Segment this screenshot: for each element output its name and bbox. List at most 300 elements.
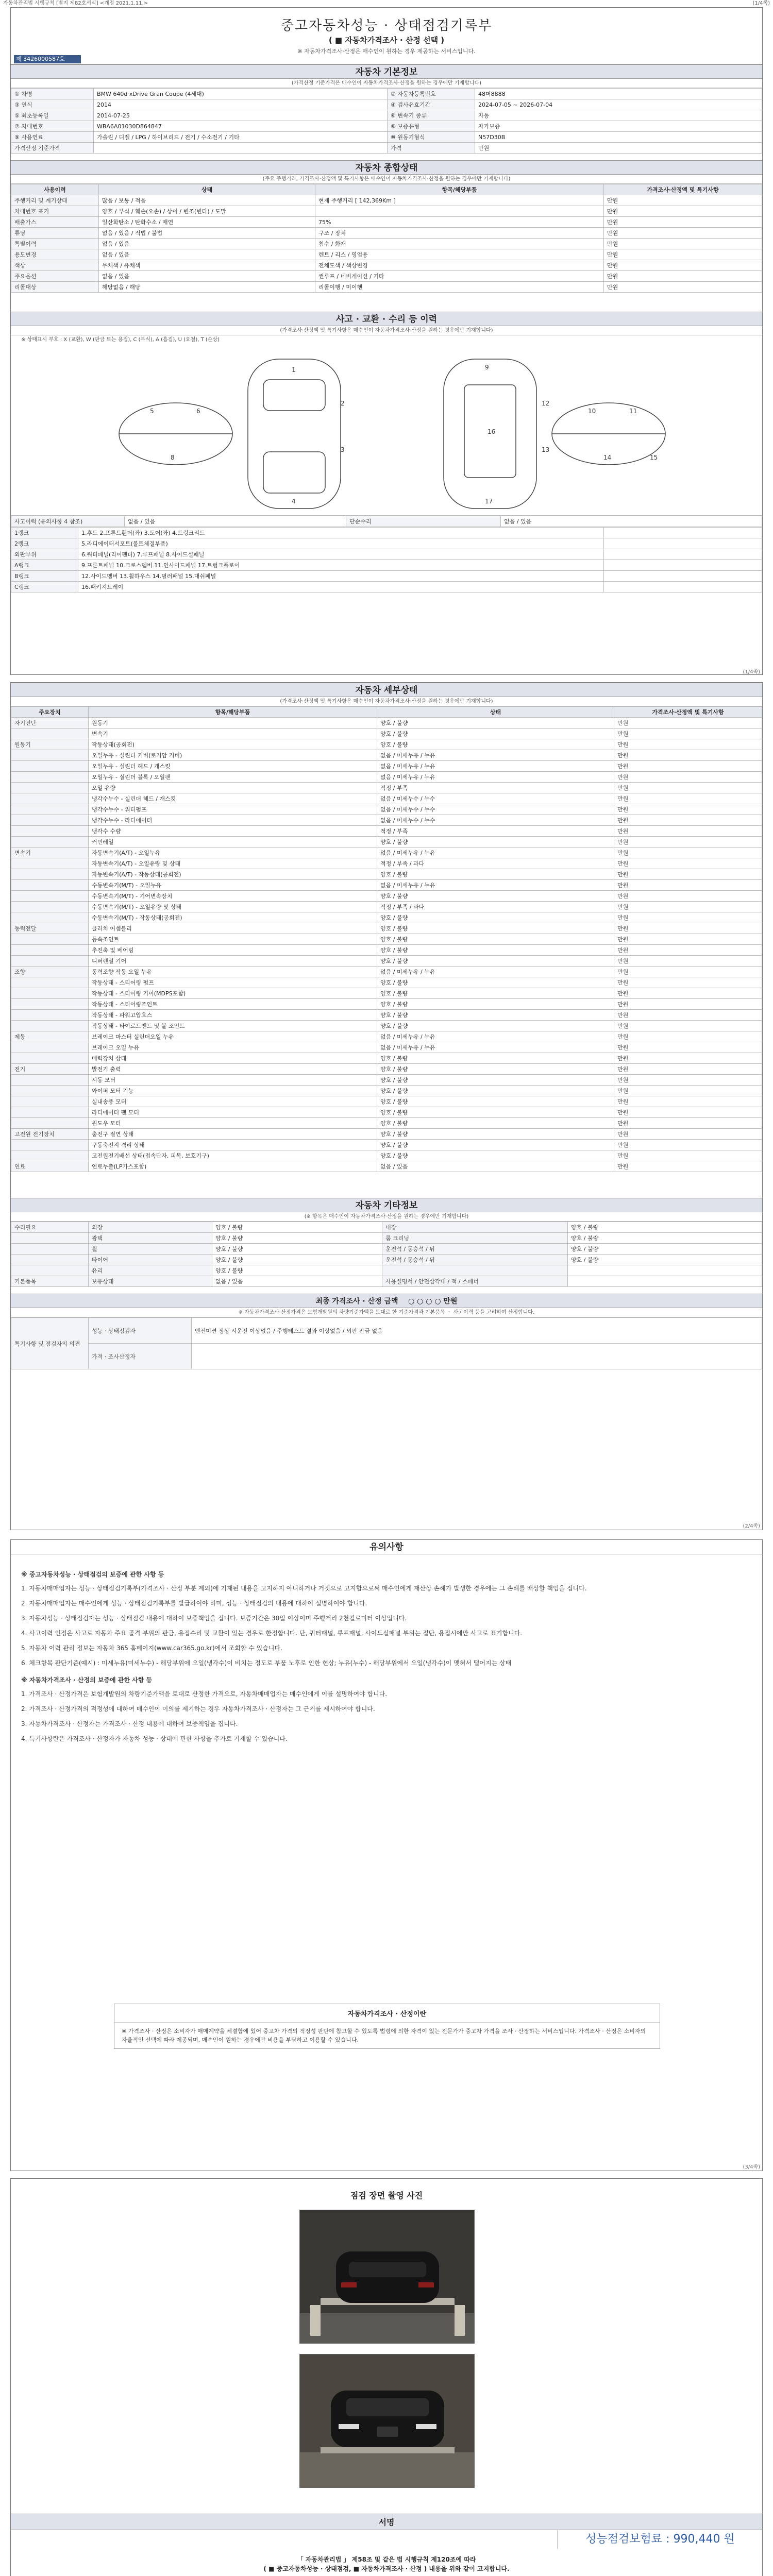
table-cell: 만원 (614, 923, 762, 934)
final-price-value: ○ ○ ○ ○ 만원 (408, 1297, 458, 1306)
detail-row (11, 880, 762, 891)
document-note: ※ 자동차가격조사·산정은 매수인이 원하는 경우 제공하는 서비스입니다. (297, 48, 476, 55)
table-cell: 리콜대상 (11, 282, 99, 293)
table-cell: 없음 / 미세누수 / 누수 (377, 804, 614, 815)
svg-text:9: 9 (485, 364, 489, 371)
table-cell (382, 1265, 568, 1276)
detail-row (11, 1053, 762, 1064)
table-cell (11, 1042, 89, 1053)
summary-table (11, 184, 762, 293)
table-cell: 만원 (604, 271, 762, 282)
notice-item: 2. 가격조사 · 산정가격의 적정성에 대하여 매수인이 이의를 제기하는 경우 자동차가격조사 · 산정자는 그 근거를 제시하여야 합니다. (21, 1705, 375, 1713)
table-cell (11, 891, 89, 902)
table-cell: 만원 (614, 837, 762, 848)
table-cell: 만원 (604, 260, 762, 271)
table-cell: 만원 (614, 728, 762, 739)
section-basic-note: (가격산정 기준가격은 매수인이 자동차가격조사·산정을 원하는 경우에만 기재합니다) (11, 79, 762, 88)
table-cell: 외장 (89, 1222, 212, 1233)
form-reference: 자동차관리법 시행규칙 [별지 제82호서식] <개정 2021.1.11.> (3, 1, 148, 6)
table-cell (11, 945, 89, 956)
appraisal-explain-box (114, 2004, 660, 2049)
table-cell: 양호 / 불량 (568, 1244, 762, 1255)
table-cell: 만원 (614, 891, 762, 902)
table-cell: 없음 / 미세누수 / 누수 (377, 793, 614, 804)
table-cell: 12.사이드멤버 13.휠하우스 14.필러패널 15.대쉬패널 (78, 571, 604, 582)
table-cell: 만원 (614, 1150, 762, 1161)
page-4 (10, 2178, 763, 2576)
detail-row (11, 1140, 762, 1150)
table-cell: 변속기 (11, 848, 89, 858)
table-cell: 만원 (614, 977, 762, 988)
table-cell: 없음 / 있음 (212, 1276, 382, 1287)
table-header-cell: 사용이력 (11, 184, 99, 195)
table-cell: 적정 / 부족 (377, 783, 614, 793)
table-cell: 적정 / 부족 (377, 826, 614, 837)
table-cell: 양호 / 불량 (377, 934, 614, 945)
detail-row (11, 804, 762, 815)
table-cell: 특별이력 (11, 239, 99, 249)
table-cell: 양호 / 불량 (377, 1053, 614, 1064)
table-cell: 작동상태 - 스티어링조인트 (89, 999, 377, 1010)
table-cell: 단순수리 (346, 516, 501, 527)
table-cell: 사용설명서 / 안전삼각대 / 잭 / 스패너 (382, 1276, 568, 1287)
table-cell: 만원 (614, 934, 762, 945)
svg-text:4: 4 (292, 498, 296, 505)
table-cell: 만원 (614, 1042, 762, 1053)
table-cell: ⑧ 보증유형 (388, 121, 475, 132)
accident-history-table (11, 516, 762, 527)
table-cell: 만원 (614, 869, 762, 880)
detail-row (11, 858, 762, 869)
other-info-row (11, 1233, 762, 1244)
detail-row (11, 793, 762, 804)
svg-text:5: 5 (150, 408, 154, 415)
table-cell: 수동변속기(M/T) - 기어변속장치 (89, 891, 377, 902)
detail-row (11, 934, 762, 945)
table-cell: 만원 (614, 999, 762, 1010)
detail-row (11, 1161, 762, 1172)
table-cell: 냉각수 수량 (89, 826, 377, 837)
table-cell: 양호 / 불량 (377, 1064, 614, 1075)
table-cell: 제동 (11, 1031, 89, 1042)
table-cell: 적정 / 부족 / 과다 (377, 902, 614, 912)
table-cell (11, 869, 89, 880)
table-cell: 커먼레일 (89, 837, 377, 848)
table-cell: 6.쿼터패널(리어펜더) 7.루프패널 8.사이드실패널 (78, 549, 604, 560)
table-cell: 가격산정 기준가격 (11, 143, 94, 154)
accident-part-row (11, 528, 762, 538)
table-cell: 양호 / 불량 (377, 977, 614, 988)
table-cell: 양호 / 불량 (377, 1086, 614, 1096)
other-info-row (11, 1265, 762, 1276)
table-cell: 만원 (614, 967, 762, 977)
table-cell: 16.패키지트레이 (78, 582, 604, 592)
detail-row (11, 1118, 762, 1129)
table-header-cell: 주요장치 (11, 707, 89, 718)
table-cell (604, 528, 762, 538)
insurance-fee: 성능점검보험료 : 990,440 원 (557, 2530, 763, 2549)
table-cell: 만원 (614, 912, 762, 923)
table-cell: 양호 / 불량 (212, 1222, 382, 1233)
notice-item: 1. 가격조사 · 산정가격은 보험개발원의 차량기준가액을 토대로 산정한 가격으로, 자동차매매업자는 매수인에게 이를 설명하여야 합니다. (21, 1690, 388, 1698)
svg-text:10: 10 (588, 408, 596, 415)
detail-row (11, 826, 762, 837)
basic-info-row (11, 121, 762, 132)
table-cell: 만원 (614, 826, 762, 837)
table-cell: 구동축전지 격리 상태 (89, 1140, 377, 1150)
table-cell: 만원 (614, 902, 762, 912)
document-title: 중고자동차성능 · 상태점검기록부 (280, 18, 493, 33)
table-cell: 시동 모터 (89, 1075, 377, 1086)
page-3 (10, 1539, 763, 2171)
table-cell: 무채색 / 유채색 (99, 260, 315, 271)
table-header-cell: 가격조사·산정액 및 특기사항 (604, 184, 762, 195)
table-cell: 만원 (614, 815, 762, 826)
table-cell: 수동변속기(M/T) - 오일누유 (89, 880, 377, 891)
table-cell: 만원 (614, 1140, 762, 1150)
table-cell: 없음 / 미세누유 / 누유 (377, 750, 614, 761)
detail-row (11, 718, 762, 728)
table-cell: 양호 / 불량 (377, 728, 614, 739)
table-cell (11, 956, 89, 967)
table-cell: 양호 / 불량 (212, 1244, 382, 1255)
table-cell (11, 815, 89, 826)
table-cell: 만원 (604, 249, 762, 260)
table-header-cell: 가격조사·산정액 및 특기사항 (614, 707, 762, 718)
table-cell: 만원 (614, 1021, 762, 1031)
detail-row (11, 1042, 762, 1053)
table-cell: ④ 검사유효기간 (388, 99, 475, 110)
page-1 (10, 7, 763, 675)
other-info-table (11, 1222, 762, 1287)
table-cell (11, 1086, 89, 1096)
table-cell: 5.라디에이터서포트(볼트체결부품) (78, 538, 604, 549)
table-cell: ⑥ 변속기 종류 (388, 110, 475, 121)
notice-item: 4. 사고이력 인정은 사고로 자동차 주요 골격 부위의 판금, 용접수리 및 교환이 있는 경우로 한정합니다. 단, 쿼터패널, 루프패널, 사이드실패널 부위는 절단, 용접시에만 사고로 표기합니다. (21, 1630, 523, 1637)
table-cell: 차대번호 표기 (11, 206, 99, 217)
table-cell: 양호 / 불량 (377, 956, 614, 967)
table-cell: 만원 (604, 228, 762, 239)
table-cell (11, 977, 89, 988)
svg-text:8: 8 (171, 454, 175, 461)
final-price-note: ※ 자동차가격조사·산정가격은 보험개발원의 차량기준가액을 토대로 한 기준가격과 기본품목 ㆍ 사고이력 등을 고려하여 산정합니다. (11, 1308, 762, 1317)
table-cell: 원동기 (11, 739, 89, 750)
table-cell (11, 858, 89, 869)
svg-text:2: 2 (341, 400, 345, 407)
table-cell: 연료누출(LP가스포함) (89, 1161, 377, 1172)
section-detail-note: (가격조사·산정액 및 특기사항은 매수인이 자동차가격조사·산정을 원하는 경우에만 기재합니다) (11, 697, 762, 706)
table-cell: 적정 / 부족 / 과다 (377, 858, 614, 869)
table-cell: 썬루프 / 네비게이션 / 기타 (315, 271, 604, 282)
other-info-row (11, 1222, 762, 1233)
notice-heading-1: ※ 중고자동차성능 · 상태점검의 보증에 관한 사항 등 (21, 1571, 164, 1578)
table-cell: 만원 (614, 848, 762, 858)
notice-item: 2. 자동차매매업자는 매수인에게 성능 · 상태점검기록부를 발급하여야 하며, 성능 · 상태점검의 내용에 대하여 설명하여야 합니다. (21, 1600, 367, 1607)
table-cell (11, 826, 89, 837)
table-cell: 연료 (11, 1161, 89, 1172)
table-cell: 고전원전기배선 상태(접속단자, 피복, 보호기구) (89, 1150, 377, 1161)
table-cell: 만원 (614, 1031, 762, 1042)
table-cell (11, 761, 89, 772)
svg-text:15: 15 (650, 454, 658, 461)
summary-row (11, 271, 762, 282)
table-cell: N57D30B (475, 132, 762, 143)
table-cell: 구조 / 장치 (315, 228, 604, 239)
table-cell: 없음 / 있음 / 적법 / 불법 (99, 228, 315, 239)
table-cell: 전기 (11, 1064, 89, 1075)
svg-text:14: 14 (603, 454, 612, 461)
table-cell: 양호 / 불량 (377, 1010, 614, 1021)
table-cell: 와이퍼 모터 기능 (89, 1086, 377, 1096)
table-cell: 가격 (388, 143, 475, 154)
table-cell: 오일누유 - 실린더 헤드 / 개스킷 (89, 761, 377, 772)
table-cell: 양호 / 불량 (377, 923, 614, 934)
table-cell: 브레이크 마스터 실린더오일 누유 (89, 1031, 377, 1042)
table-cell: 1.후드 2.프론트휀더(좌) 3.도어(좌) 4.트렁크리드 (78, 528, 604, 538)
table-cell: 48머8888 (475, 89, 762, 99)
table-cell: 없음 / 있음 (501, 516, 762, 527)
table-cell: 오일누유 - 실린더 블록 / 오일팬 (89, 772, 377, 783)
inspection-photo-rear (299, 2210, 475, 2344)
table-cell: 주행거리 및 계기상태 (11, 195, 99, 206)
other-info-row (11, 1244, 762, 1255)
table-cell (11, 988, 89, 999)
document-subtitle: ( ■ 자동차가격조사 · 산정 선택 ) (328, 36, 445, 45)
table-cell: 없음 / 미세누유 / 누유 (377, 1042, 614, 1053)
table-cell: 양호 / 불량 (377, 988, 614, 999)
detail-row (11, 1021, 762, 1031)
table-cell: 양호 / 불량 (377, 1150, 614, 1161)
basic-info-row (11, 89, 762, 99)
document-number: 제 3426000587호 (14, 55, 81, 63)
table-cell: 사고이력 (유의사항 4 참조) (11, 516, 125, 527)
table-cell: 작동상태 - 파워고압호스 (89, 1010, 377, 1021)
table-cell (11, 1010, 89, 1021)
table-cell: ⑤ 최초등록일 (11, 110, 94, 121)
table-cell: 유리 (89, 1265, 212, 1276)
table-cell: 동력전달 (11, 923, 89, 934)
page-number: (1/4쪽) (743, 669, 760, 675)
summary-row (11, 217, 762, 228)
table-cell: ⑩ 원동기형식 (388, 132, 475, 143)
inspector-comment: 엔진미션 정상 시운전 이상없음 / 주행테스트 결과 이상없음 / 외판 판금 없음 (192, 1318, 762, 1344)
section-detail-title: 자동차 세부상태 (11, 683, 762, 697)
table-cell: 양호 / 불량 (568, 1222, 762, 1233)
table-cell: 2014-07-25 (94, 110, 388, 121)
table-cell (11, 1244, 89, 1255)
svg-text:6: 6 (196, 408, 200, 415)
table-cell: 없음 / 있음 (99, 271, 315, 282)
table-cell (11, 1265, 89, 1276)
basic-info-row (11, 132, 762, 143)
document-header (11, 8, 762, 64)
other-info-row (11, 1276, 762, 1287)
table-cell: 양호 / 불량 (377, 739, 614, 750)
legal-footer (11, 2555, 762, 2573)
table-header-cell: 항목/해당부품 (315, 184, 604, 195)
notice-item: 3. 자동차성능 · 상태점검자는 성능 · 상태점검 내용에 대하여 보증책임을 집니다. 보증기간은 30일 이상이며 주행거리 2천킬로미터 이상입니다. (21, 1615, 407, 1622)
table-cell: 작동상태(공회전) (89, 739, 377, 750)
table-cell: 수리필요 (11, 1222, 89, 1233)
detail-row (11, 945, 762, 956)
appraisal-explain-title: 자동차가격조사 · 산정이란 (114, 2004, 660, 2023)
table-cell: 충전구 절연 상태 (89, 1129, 377, 1140)
svg-text:13: 13 (542, 446, 550, 453)
detail-row (11, 739, 762, 750)
table-cell (11, 934, 89, 945)
page-number: (2/4쪽) (743, 1523, 760, 1529)
table-cell: 자동변속기(A/T) - 작동상태(공회전) (89, 869, 377, 880)
detail-table (11, 706, 762, 1172)
table-cell: 등속조인트 (89, 934, 377, 945)
table-cell: 해당없음 / 해당 (99, 282, 315, 293)
table-cell (11, 1140, 89, 1150)
summary-row (11, 206, 762, 217)
table-cell: 작동상태 - 스티어링 펌프 (89, 977, 377, 988)
detail-row (11, 988, 762, 999)
summary-row (11, 260, 762, 271)
table-cell: ⑨ 사용연료 (11, 132, 94, 143)
svg-text:3: 3 (341, 446, 345, 453)
table-cell: 만원 (614, 956, 762, 967)
table-cell: 없음 / 있음 (377, 1161, 614, 1172)
detail-row (11, 869, 762, 880)
table-cell: 만원 (604, 282, 762, 293)
detail-row (11, 783, 762, 793)
accident-part-row (11, 538, 762, 549)
table-cell: 만원 (614, 1064, 762, 1075)
table-cell: 9.프론트패널 10.크로스멤버 11.인사이드패널 17.트렁크플로어 (78, 560, 604, 571)
table-cell: 만원 (614, 750, 762, 761)
detail-row (11, 1107, 762, 1118)
section-basic-title: 자동차 기본정보 (11, 64, 762, 79)
table-cell: 현재 주행거리 [ 142,369Km ] (315, 195, 604, 206)
table-cell: 자동변속기(A/T) - 오일누유 (89, 848, 377, 858)
table-cell (604, 549, 762, 560)
basic-info-row (11, 143, 762, 154)
table-cell: 양호 / 불량 (377, 1096, 614, 1107)
form-topbar (0, 0, 773, 7)
table-cell: 운전석 / 동승석 / 뒤 (382, 1255, 568, 1265)
table-cell: 양호 / 불량 (212, 1233, 382, 1244)
table-cell: 클러치 어셈블리 (89, 923, 377, 934)
detail-row (11, 1064, 762, 1075)
table-cell: 없음 / 미세누유 / 누유 (377, 772, 614, 783)
detail-row (11, 956, 762, 967)
table-cell: 많음 / 보통 / 적음 (99, 195, 315, 206)
signature-label: 서명 (378, 2517, 395, 2527)
table-cell: 없음 / 있음 (99, 239, 315, 249)
table-cell: 냉각수누수 - 실린더 헤드 / 개스킷 (89, 793, 377, 804)
table-cell: 자가보증 (475, 121, 762, 132)
table-cell: 없음 / 있음 (125, 516, 346, 527)
table-cell: 만원 (614, 1129, 762, 1140)
svg-text:16: 16 (488, 428, 496, 435)
final-price-label: 최종 가격조사 · 산정 금액 (315, 1297, 398, 1306)
table-cell: 만원 (604, 239, 762, 249)
detail-row (11, 837, 762, 848)
table-cell: 외판부위 (11, 549, 78, 560)
table-cell (11, 804, 89, 815)
table-cell: 오일누유 - 실린더 커버(로커암 커버) (89, 750, 377, 761)
table-cell: 만원 (614, 772, 762, 783)
section-summary-title: 자동차 종합상태 (11, 160, 762, 175)
special-notes-table (11, 1317, 762, 1369)
table-cell (11, 1053, 89, 1064)
section-summary-note: (주요 주행거리, 가격조사·산정액 및 특기사항은 매수인이 자동차가격조사·산정을 원하는 경우에만 기재합니다) (11, 175, 762, 184)
legal-footer-line-2: ( ■ 중고자동차성능 · 상태점검, ■ 자동차가격조사 · 산정 ) 내용을 위와 같이 고지합니다. (263, 2565, 510, 2572)
table-cell: 양호 / 불량 (377, 945, 614, 956)
table-cell: 만원 (614, 1010, 762, 1021)
table-cell (568, 1265, 762, 1276)
table-cell: 오일 유량 (89, 783, 377, 793)
notice-heading-2: ※ 자동차가격조사 · 산정의 보증에 관한 사항 등 (21, 1676, 153, 1684)
table-cell: 운전석 / 동승석 / 뒤 (382, 1244, 568, 1255)
special-notes-label: 특기사항 및 점검자의 의견 (11, 1318, 89, 1369)
table-cell (604, 582, 762, 592)
table-cell: 냉각수누수 - 라디에이터 (89, 815, 377, 826)
accident-part-row (11, 560, 762, 571)
table-cell: 내장 (382, 1222, 568, 1233)
table-cell: 없음 / 미세누유 / 누유 (377, 761, 614, 772)
table-cell: 작동상태 - 타이로드엔드 및 볼 조인트 (89, 1021, 377, 1031)
table-cell: 만원 (614, 1053, 762, 1064)
table-cell: 만원 (614, 945, 762, 956)
table-cell: 양호 / 불량 (377, 1107, 614, 1118)
basic-info-table (11, 88, 762, 154)
legal-footer-line-1: 「 자동차관리법 」 제58조 및 같은 법 시행규칙 제120조에 따라 (297, 2556, 476, 2563)
table-cell (604, 538, 762, 549)
svg-text:17: 17 (485, 498, 493, 505)
table-cell: B랭크 (11, 571, 78, 582)
table-cell: 원동기 (89, 718, 377, 728)
detail-row (11, 848, 762, 858)
table-cell (11, 793, 89, 804)
notice-title: 유의사항 (11, 1540, 762, 1554)
detail-row (11, 967, 762, 977)
table-cell: 튜닝 (11, 228, 99, 239)
detail-row (11, 1150, 762, 1161)
table-cell: 일산화탄소 / 탄화수소 / 매연 (99, 217, 315, 228)
table-cell: 만원 (614, 988, 762, 999)
table-cell: 만원 (614, 718, 762, 728)
table-cell: WBA6A01030D864847 (94, 121, 388, 132)
accident-part-row (11, 582, 762, 592)
table-cell (11, 837, 89, 848)
table-header-cell: 항목/해당부품 (89, 707, 377, 718)
table-cell: 만원 (604, 206, 762, 217)
detail-row (11, 1031, 762, 1042)
table-cell: 양호 / 불량 (377, 891, 614, 902)
table-cell: ② 자동차등록번호 (388, 89, 475, 99)
vehicle-damage-diagram (11, 346, 762, 516)
summary-row (11, 249, 762, 260)
table-cell: 휠 (89, 1244, 212, 1255)
table-cell (11, 1150, 89, 1161)
table-cell: 배출가스 (11, 217, 99, 228)
table-cell (11, 1021, 89, 1031)
table-cell: 전체도색 / 색상변경 (315, 260, 604, 271)
table-cell: 만원 (614, 793, 762, 804)
table-cell: 작동상태 - 스티어링 기어(MDPS포함) (89, 988, 377, 999)
inspector-label: 성능 · 상태점검자 (89, 1318, 192, 1344)
inspection-photo-front (299, 2354, 475, 2488)
table-cell: 양호 / 불량 (377, 869, 614, 880)
accident-part-row (11, 549, 762, 560)
table-cell: 주요옵션 (11, 271, 99, 282)
accident-part-row (11, 571, 762, 582)
detail-row (11, 977, 762, 988)
